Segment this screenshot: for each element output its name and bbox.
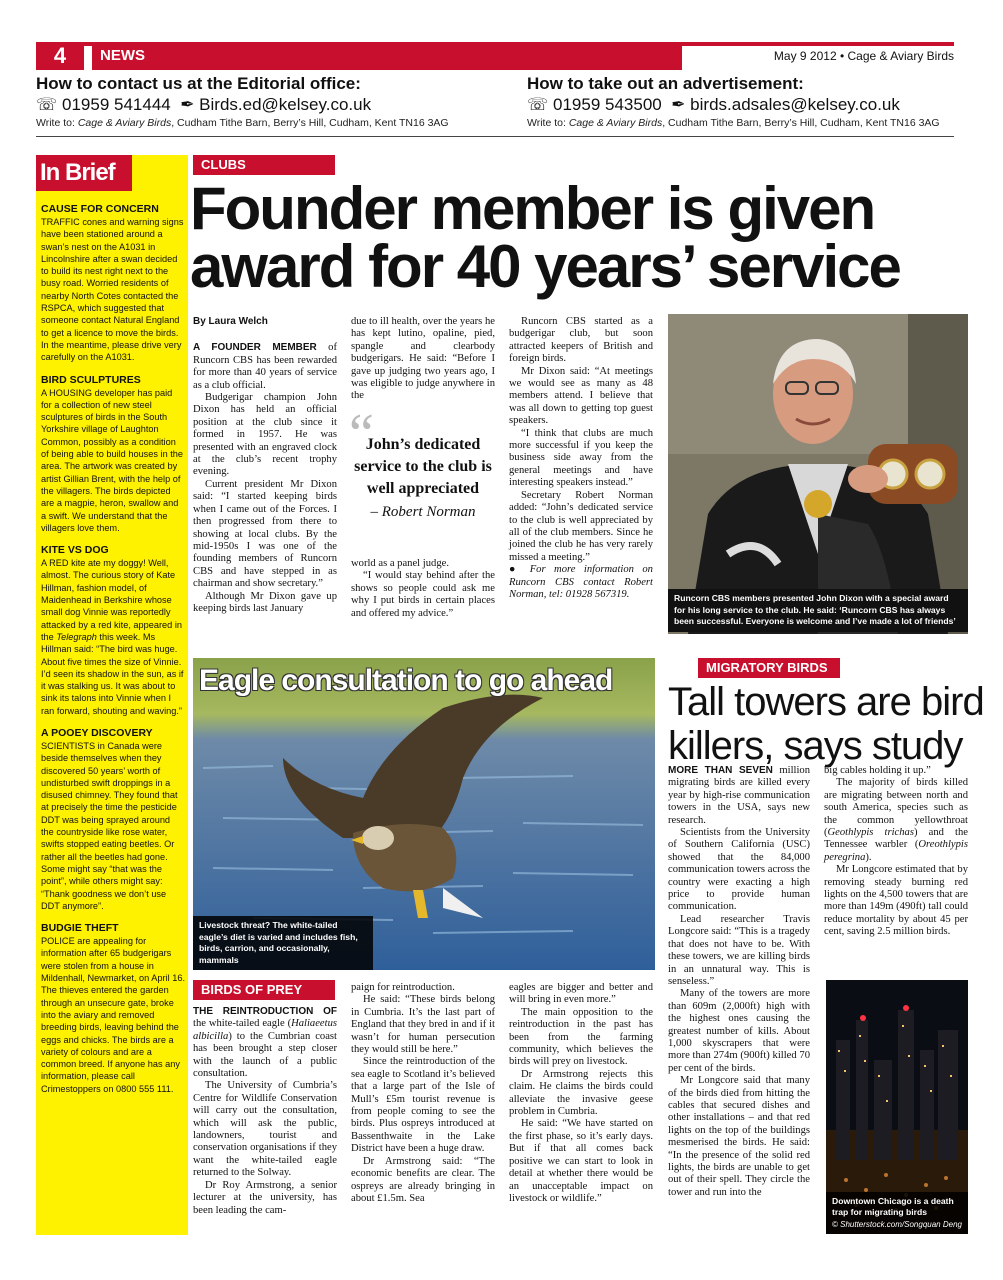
advert-title: How to take out an advertisement:: [527, 74, 804, 93]
page-number: 4: [36, 42, 84, 70]
brief-item: [41, 922, 185, 1095]
lead-headline-line-2: award for 40 years’ service: [190, 233, 900, 300]
towers-headline-line-1: Tall towers are bird: [668, 680, 984, 724]
editorial-contact: [36, 74, 506, 130]
lead-headline: [190, 175, 960, 300]
clubs-tag: CLUBS: [193, 155, 335, 175]
lead-col-1: By Laura Welch A FOUNDER MEMBER of Runcorn CBS has been rewarded for more than 40 years of service as a club official. Budgerigar champion John Dixon has held an official position at the club since it formed in 1957. He was presented with an engraved clock at the club’s recent trophy evening. Current president Mr Dixon said: “I started keeping birds when I came out of the Forces. I then progressed from there to showing at local clubs. By the mid-1950s I was one of the founding members of Runcorn CBS and have stepped in as chairman and show secretary.” Although Mr Dixon gave up keeping birds last January: [193, 316, 337, 614]
brief-item: [41, 203, 185, 364]
advert-address: Write to: Cage & Aviary Birds, Cudham Tithe Barn, Berry’s Hill, Cudham, Kent TN16 3AG: [527, 117, 940, 129]
towers-headline-line-2: killers, says study: [668, 724, 963, 768]
bullet-icon: ●: [509, 564, 530, 576]
advert-contact: [527, 74, 957, 130]
dixon-photo: [668, 314, 968, 634]
migratory-birds-tag: MIGRATORY BIRDS: [698, 658, 840, 678]
eagle-photo: [193, 658, 655, 970]
editorial-phone: 01959 541444: [62, 95, 171, 114]
editorial-contact-line: [36, 94, 506, 116]
brief-heading: BUDGIE THEFT: [41, 922, 119, 935]
eagle-col-1: THE REINTRODUCTION OF the white-tailed eagle (Haliaeetus albicilla) to the Cumbrian coast has been brought a step closer with the launch of a public consultation. The University of Cumbria’s Centre for Wildlife Conservation will carry out the consultation, which will ask the public, landowners, tourist and conservation organisations if they want the white-tailed eagle returned to the Solway. Dr Roy Armstrong, a senior lecturer at the university, has been leading the cam-: [193, 1006, 337, 1216]
phone-icon: ☏: [36, 95, 58, 114]
quote-text: John’s dedicated service to the club is well appreciated: [354, 436, 492, 497]
brief-text: TRAFFIC cones and warning signs have been stationed around a swan’s nest on the A1031 in Lincolnshire after a swan decided to build its nest right next to the busy road. Worried residents of nearby North Cotes contacted the RSPCA, which suggested that someone contact Natural England to get a licence to move the birds. In the meantime, please drive very carefully on the A1031.: [41, 217, 184, 363]
towers-col-2: big cables holding it up.” The majority of birds killed are migrating between north and south America, species such as the common yellowthroat (Geothlypis trichas) and the Tennessee warbler (Oreothlypis peregrina). Mr Longcore estimated that by removing steady burning red lights on the 4,500 towers that are more than 149m (490ft) tall could reduce mortality by about 45 per cent, saving 2.5 million birds.: [824, 765, 968, 938]
in-brief-title: In Brief: [36, 155, 132, 191]
lead-headline-line-1: Founder member is given: [190, 175, 875, 242]
dixon-photo-illustration: [668, 314, 968, 634]
lead-col-3: Runcorn CBS started as a budgerigar club, but soon attracted keepers of British and foreign birds. Mr Dixon said: “At meetings we would see as many as 48 members attend. I believe that was all down to getting top guest speakers. “I think that clubs are much more successful if you keep the business side away from the general meetings and have interesting speakers instead.” Secretary Robert Norman added: “John’s dedicated service to the club is well appreciated by all of the club members. Since he joined the club he has very rarely missed a meeting.” ● For more information on Runcorn CBS contact Robert Norman, tel: 01928 567319.: [509, 316, 653, 600]
in-brief-list: [41, 203, 185, 1095]
brief-heading: CAUSE FOR CONCERN: [41, 203, 159, 215]
dateline: May 9 2012 • Cage & Aviary Birds: [773, 49, 954, 63]
eagle-photo-caption: Livestock threat? The white-tailed eagle’s diet is varied and includes fish, birds, carrion, and occasionally, mammals: [193, 916, 373, 970]
quote-attribution: – Robert Norman: [370, 504, 476, 520]
byline: By Laura Welch: [193, 316, 268, 327]
quote-mark-icon: “: [349, 403, 374, 465]
eagle-headline: Eagle consultation to go ahead: [199, 664, 613, 697]
pull-quote: [349, 403, 495, 521]
chicago-photo-caption: Downtown Chicago is a death trap for migrating birds © Shutterstock.com/Songquan Deng: [826, 1192, 968, 1235]
brief-item: [41, 727, 185, 912]
brief-heading: A POOEY DISCOVERY: [41, 726, 153, 739]
brief-text: A RED kite ate my doggy! Well, almost. The curious story of Kate Hillman, fashion model, of Maidenhead in Berkshire whose small dog Vinnie was reportedly attacked by a red kite, appeared in the Telegraph this week. Ms Hillman said: “The bird was huge. About five times the size of Vinnie. I’d seen its shadow in the sun, as if it was stalking us. It was about to sink its talons into Vinnie when I ran forward, shouting and waving.”: [41, 558, 184, 716]
photo-credit: © Shutterstock.com/Songquan Deng: [832, 1219, 962, 1229]
brief-heading: KITE VS DOG: [41, 544, 109, 557]
eagle-col-2: paign for reintroduction. He said: “These birds belong in Cumbria. It’s the last part of England that they bred in and if it wasn’t for human persecution they would still be here.” Since the reintroduction of the sea eagle to Scotland it’s believed that a large part of the Isle of Mull’s £5m tourist revenue is from people coming to see the birds. Plus ospreys introduced at Bassenthwaite in the Lake District have been a huge draw. Dr Armstrong said: “The economic benefits are clear. The ospreys are already bringing in about £1.5m. Sea: [351, 982, 495, 1204]
lead-col-2-cont: world as a panel judge. “I would stay behind after the shows so people could ask me why I put birds in certain places and offered my advice.”: [351, 558, 495, 619]
advert-phone: 01959 543500: [553, 95, 662, 114]
brief-text: A HOUSING developer has paid for a collection of new steel sculptures of birds in the South Yorkshire village of Laughton Common, possibly as a condition of being able to build houses in the area. The artwork was created by artist Gillian Brent, with the help of the villagers. The birds depicted are a magpie, heron, swallow and a swift. We understand that the villagers love them.: [41, 387, 184, 533]
advert-contact-line: [527, 94, 957, 116]
brief-heading: BIRD SCULPTURES: [41, 373, 141, 386]
editorial-title: How to contact us at the Editorial office:: [36, 74, 361, 93]
mouse-icon: ✒: [671, 95, 686, 114]
lead-col-2: due to ill health, over the years he has kept lutino, opaline, pied, spangle and clearbody budgerigars. He said: “Before I gave up judging two years ago, I was eligible to judge anywhere in the: [351, 316, 495, 402]
phone-icon: ☏: [527, 95, 549, 114]
brief-item: [41, 544, 185, 717]
advert-email[interactable]: birds.adsales@kelsey.co.uk: [690, 95, 900, 114]
brief-item: [41, 374, 185, 535]
header-divider: [36, 136, 954, 137]
editorial-email[interactable]: Birds.ed@kelsey.co.uk: [199, 95, 372, 114]
section-label: NEWS: [92, 42, 682, 70]
birds-of-prey-tag: BIRDS OF PREY: [193, 980, 335, 1000]
chicago-photo: [826, 980, 968, 1234]
towers-col-1: MORE THAN SEVEN million migrating birds are killed every year by high-rise communication towers in the USA, says new research. Scientists from the University of Southern California (USC) showed that the 84,000 communication towers across the country were exacting a high price to provide human communication. Lead researcher Travis Longcore said: “This is a tragedy that does not have to be. With these towers, we are killing birds in an unnatural way. This is senseless.” Many of the towers are more than 609m (2,000ft) high with the highest ones causing the greatest number of kills. About 1,000 skyscrapers that were more than 274m (900ft) killed 70 per cent of the birds. Mr Longcore said that many of the birds died from hitting the cables that secured dishes and other installations – and that red lights on the top of the buildings mesmerised the birds. He said: “In the presence of the solid red lights, the birds are unable to get out of their spell. They circle the tower and run into the: [668, 765, 810, 1198]
brief-text: POLICE are appealing for information after 65 budgerigars were stolen from a house in Mildenhall, Newmarket, on April 16. The thieves entered the garden through an unsecure gate, broke into the aviary and removed breeding birds, leaving behind the eggs and chicks. The birds are a variety of colours and are a common breed. If anyone has any information, please call Crimestoppers on 0800 555 111.: [41, 936, 186, 1094]
eagle-col-3: eagles are bigger and better and will bring in even more.” The main opposition to the reintroduction in the past has been from the farming community, which believes the birds will prey on livestock. Dr Armstrong rejects this claim. He claims the birds could alleviate the invasive geese problem in Cumbria. He said: “We have started on the first phase, so it’s early days. But if that all comes back positive we can start to look in detail at whether there would be an unacceptable impact on livestock or wildlife.”: [509, 982, 653, 1204]
towers-headline: [668, 680, 984, 768]
mouse-icon: ✒: [180, 95, 195, 114]
brief-text: SCIENTISTS in Canada were beside themselves when they discovered 50 years’ worth of undisturbed swift droppings in a disused chimney. They found that at precisely the time the pesticide DDT was being sprayed around the countryside like rose water, swifts stopped eating beetles. Or rather all the beetles had gone. Some might say “that was the point”, while others might say: “Thank goodness we don’t use DDT anymore”.: [41, 740, 178, 911]
dixon-photo-caption: Runcorn CBS members presented John Dixon with a special award for his long service to the club. He said: ‘Runcorn CBS has always been successful. Everyone is welcome and I’ve made a lot of friends’: [668, 589, 968, 632]
editorial-address: Write to: Cage & Aviary Birds, Cudham Tithe Barn, Berry’s Hill, Cudham, Kent TN16 3AG: [36, 117, 449, 129]
